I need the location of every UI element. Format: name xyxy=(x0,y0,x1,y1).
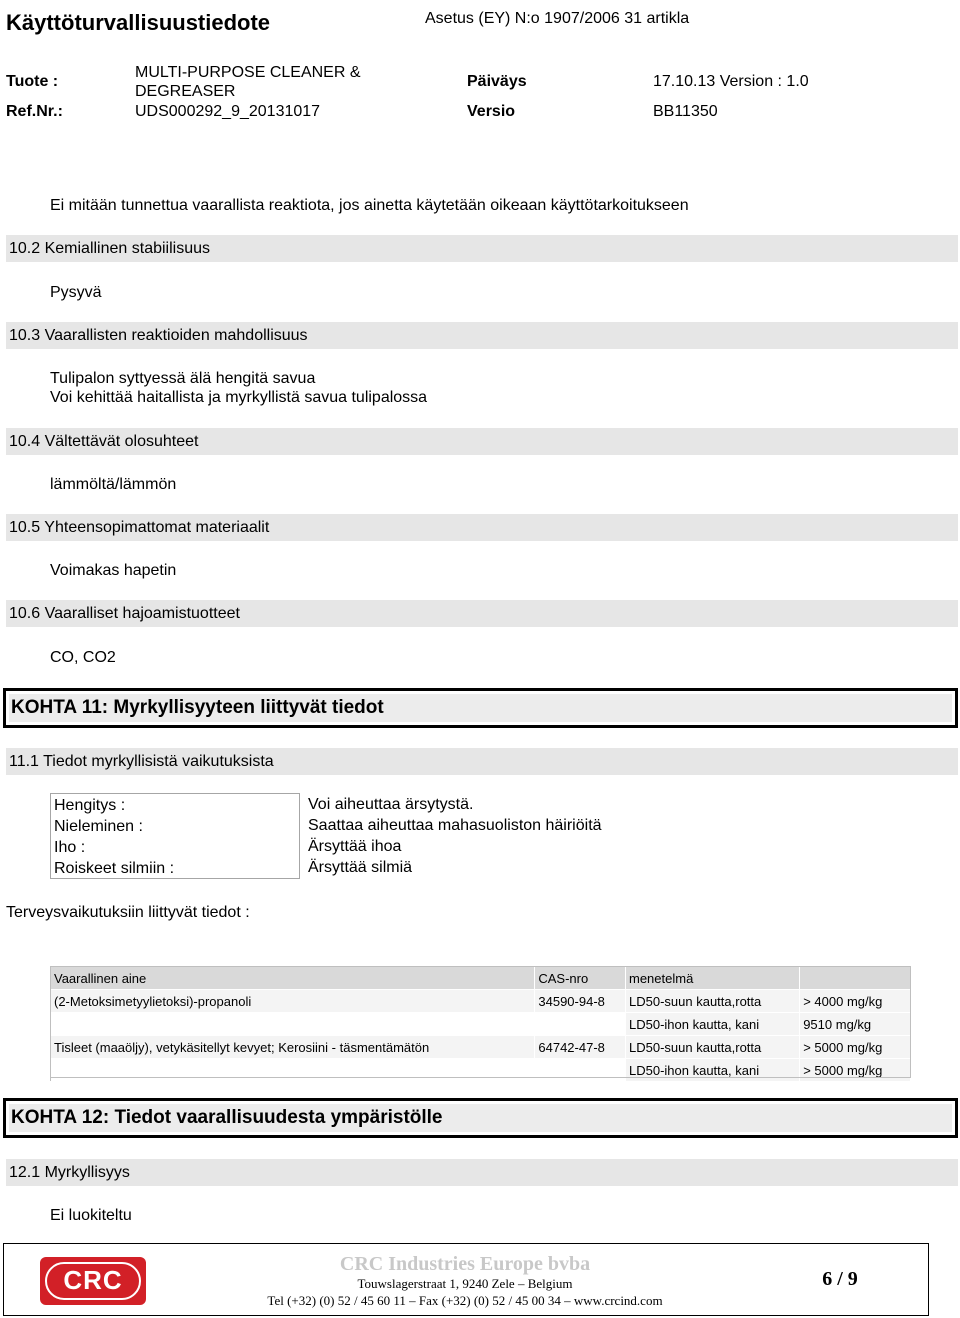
route-ingestion-value: Saattaa aiheuttaa mahasuoliston häiriöitä xyxy=(308,817,602,834)
section-10-3-line2: Voi kehittää haitallista ja myrkyllistä savua tulipalossa xyxy=(50,389,428,406)
ref-value: UDS000292_9_20131017 xyxy=(135,103,321,120)
substance-name: (2-Metoksimetyylietoksi)-propanoli xyxy=(51,990,535,1013)
section-12-title-text: KOHTA 12: Tiedot vaarallisuudesta ympäristölle xyxy=(11,1107,443,1128)
header-cas: CAS-nro xyxy=(535,967,626,990)
test-method: LD50-suun kautta,rotta xyxy=(626,990,800,1013)
health-effects-heading: Terveysvaikutuksiin liittyvät tiedot : xyxy=(6,904,250,921)
document-title: Käyttöturvallisuustiedote xyxy=(6,10,271,35)
section-12-1-text: Ei luokiteltu xyxy=(50,1207,132,1224)
test-value: > 5000 mg/kg xyxy=(800,1059,911,1082)
section-10-5-text: Voimakas hapetin xyxy=(50,562,177,579)
substance-name xyxy=(51,1013,535,1036)
regulation-reference: Asetus (EY) N:o 1907/2006 31 artikla xyxy=(425,10,690,27)
version-value: BB11350 xyxy=(653,103,718,120)
test-method: LD50-ihon kautta, kani xyxy=(626,1059,800,1082)
crc-logo-text: CRC xyxy=(45,1262,141,1300)
company-contact: Tel (+32) (0) 52 / 45 60 11 – Fax (+32) (0) 52 / 45 00 34 – www.crcind.com xyxy=(267,1293,663,1308)
section-12-title xyxy=(3,1098,958,1138)
substances-table xyxy=(50,966,911,1082)
company-address: Touwslagerstraat 1, 9240 Zele – Belgium xyxy=(357,1276,573,1291)
route-inhalation-value: Voi aiheuttaa ärsytystä. xyxy=(308,796,474,813)
ref-label: Ref.Nr.: xyxy=(6,103,63,120)
substance-name: Tisleet (maaöljy), vetykäsitellyt kevyet; Kerosiini - täsmentämätön xyxy=(51,1036,535,1059)
test-method: LD50-ihon kautta, kani xyxy=(626,1013,800,1036)
route-eyes-value: Ärsyttää silmiä xyxy=(308,859,413,876)
table-row xyxy=(51,990,911,1013)
product-label: Tuote : xyxy=(6,73,59,90)
test-method: LD50-suun kautta,rotta xyxy=(626,1036,800,1059)
route-inhalation-label: Hengitys : xyxy=(54,797,126,814)
route-ingestion-label: Nieleminen : xyxy=(54,818,143,835)
date-value: 17.10.13 Version : 1.0 xyxy=(653,73,809,90)
date-label: Päiväys xyxy=(467,73,527,90)
product-name-line2: DEGREASER xyxy=(135,83,236,100)
section-10-2-text: Pysyvä xyxy=(50,284,102,301)
section-10-3-heading: 10.3 Vaarallisten reaktioiden mahdollisuus xyxy=(6,322,958,349)
product-name-line1: MULTI-PURPOSE CLEANER & xyxy=(135,64,361,81)
section-10-5-heading: 10.5 Yhteensopimattomat materiaalit xyxy=(6,514,958,541)
table-row xyxy=(51,1036,911,1059)
table-row xyxy=(51,1013,911,1036)
reactivity-text: Ei mitään tunnettua vaarallista reaktiota, jos ainetta käytetään oikeaan käyttötarkoitukseen xyxy=(50,197,689,214)
test-value: > 5000 mg/kg xyxy=(800,1036,911,1059)
section-10-3-line1: Tulipalon syttyessä älä hengitä savua xyxy=(50,370,316,387)
table-row xyxy=(51,1059,911,1082)
company-name: CRC Industries Europe bvba xyxy=(339,1253,591,1275)
section-10-2-heading: 10.2 Kemiallinen stabiilisuus xyxy=(6,235,958,262)
test-value: > 4000 mg/kg xyxy=(800,990,911,1013)
section-10-4-heading: 10.4 Vältettävät olosuhteet xyxy=(6,428,958,455)
toxicity-routes-box xyxy=(50,793,300,879)
page-number: 6 / 9 xyxy=(822,1268,858,1290)
test-value: 9510 mg/kg xyxy=(800,1013,911,1036)
section-11-title xyxy=(3,688,958,728)
header-substance: Vaarallinen aine xyxy=(51,967,535,990)
version-label: Versio xyxy=(467,103,516,120)
section-12-1-heading: 12.1 Myrkyllisyys xyxy=(6,1159,958,1186)
substance-name xyxy=(51,1059,535,1082)
header-method: menetelmä xyxy=(626,967,800,990)
cas-number: 34590-94-8 xyxy=(535,990,626,1013)
section-11-1-heading: 11.1 Tiedot myrkyllisistä vaikutuksista xyxy=(6,748,958,775)
table-header-row xyxy=(51,967,911,990)
route-skin-label: Iho : xyxy=(54,839,86,856)
cas-number: 64742-47-8 xyxy=(535,1036,626,1059)
section-10-4-text: lämmöltä/lämmön xyxy=(50,476,177,493)
cas-number xyxy=(535,1013,626,1036)
cas-number xyxy=(535,1059,626,1082)
header-value xyxy=(800,967,911,990)
section-11-title-text: KOHTA 11: Myrkyllisyyteen liittyvät tiedot xyxy=(11,697,384,718)
crc-logo xyxy=(40,1257,146,1305)
route-eyes-label: Roiskeet silmiin : xyxy=(54,860,175,877)
section-10-6-text: CO, CO2 xyxy=(50,649,116,666)
route-skin-value: Ärsyttää ihoa xyxy=(308,838,402,855)
section-10-6-heading: 10.6 Vaaralliset hajoamistuotteet xyxy=(6,600,958,627)
